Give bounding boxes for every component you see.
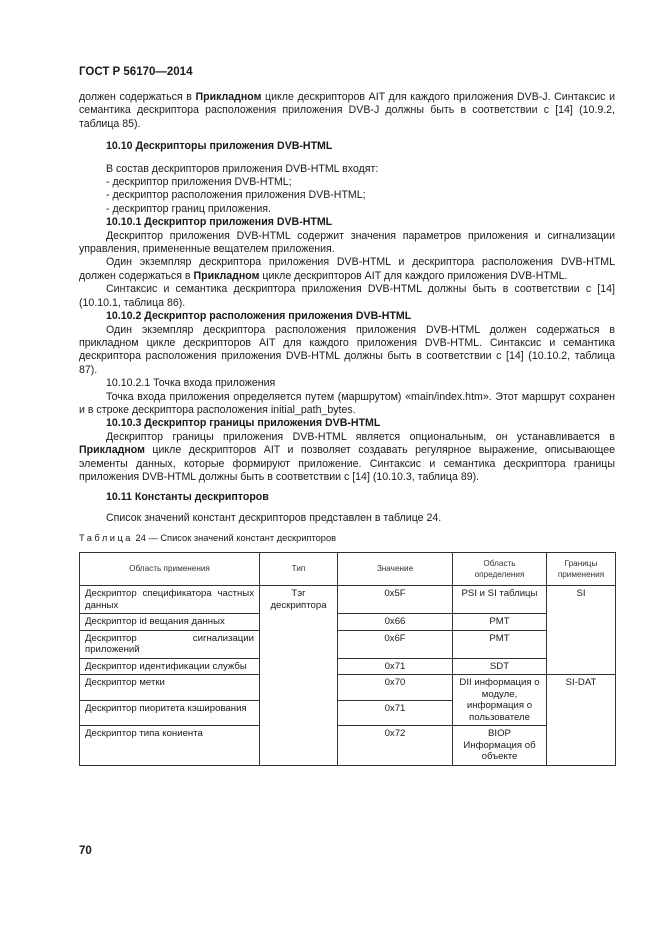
table-row [80,630,616,658]
table-caption: Таблица 24 — Список значений констант дескрипторов [79,533,337,543]
descriptor-constants-table [79,552,616,766]
table-cell: Дескриптор пиоритета кэширования [80,700,260,726]
paragraph: Список значений констант дескрипторов представлен в таблице 24. [106,511,442,524]
table-cell: SI [547,586,616,675]
table-cell: SDT [453,658,547,675]
list-item: - дескриптор приложения DVB-HTML; [106,176,292,189]
paragraph: Один экземпляр дескриптора расположения приложения DVB-HTML должен содержаться в прикладном цикле дескрипторов AIT для каждого приложения DVB-HTML. Синтаксис и семантика дескриптора расположения приложения DVB-HTML должны быть в соответствии с [14] (10.10.2, таблица 87). [79,323,615,376]
list-item: - дескриптор границ приложения. [106,202,271,215]
table-header-row [80,553,616,586]
table-cell: Дескриптор типа кониента [80,726,260,766]
table-cell: Дескриптор спецификатора частных данных [80,586,260,614]
section-heading: 10.11 Константы дескрипторов [106,491,269,504]
table-cell: Дескриптор сигнализации приложений [80,630,260,658]
page-number: 70 [79,845,92,857]
table-cell: 0x72 [338,726,453,766]
paragraph: Дескриптор границы приложения DVB-HTML является опциональным, он устанавливается в Прикладном цикле дескрипторов AIT и позволяет создавать регулярное выражение, описывающее элементы данных, которые формируют приложение. Синтаксис и семантика дескриптора границы приложения DVB-HTML должны быть в соответствии с [14] (10.10.3, таблица 89). [79,430,615,483]
table-row [80,614,616,631]
paragraph: Синтаксис и семантика дескриптора приложения DVB-HTML должны быть в соответствии с [14] (10.10.1, таблица 86). [79,283,615,309]
paragraph: Один экземпляр дескриптора приложения DVB-HTML и дескриптора расположения DVB-HTML должен содержаться в Прикладном цикле дескрипторов AIT для каждого приложения DVB-HTML. [79,256,615,282]
table-header: Значение [338,553,453,586]
list-item: - дескриптор расположения приложения DVB-HTML; [106,189,366,202]
table-cell: 0x70 [338,675,453,701]
table-row [80,586,616,614]
table-header: Тип [260,553,338,586]
table-header: Границы применения [547,553,616,586]
section-heading: 10.10.1 Дескриптор приложения DVB-HTML [106,216,333,229]
paragraph: Точка входа приложения определяется путем (маршрутом) «main/index.htm». Этот маршрут сохранен и в строке дескриптора расположения initial_path_bytes. [79,390,615,416]
document-header: ГОСТ Р 56170—2014 [79,66,193,78]
paragraph: Дескриптор приложения DVB-HTML содержит значения параметров приложения и сигнализации управления, примененные вещателем приложения. [79,229,615,256]
table-cell: PMT [453,614,547,631]
table-cell: 0x6F [338,630,453,658]
table-cell: Дескриптор идентификации службы [80,658,260,675]
table-cell: DII информация о модуле, информация о пользователе [453,675,547,726]
table-row [80,658,616,675]
section-heading: 10.10.3 Дескриптор границы приложения DVB-HTML [106,417,381,430]
table-cell: 0x71 [338,658,453,675]
table-row [80,726,616,766]
table-header: Область применения [80,553,260,586]
section-heading: 10.10.2 Дескриптор расположения приложения DVB-HTML [106,310,412,323]
table-cell: Тэг дескриптора [260,586,338,766]
table-header: Область определения [453,553,547,586]
table-cell: 0x66 [338,614,453,631]
table-cell: SI-DAT [547,675,616,766]
table-cell: 0x71 [338,700,453,726]
section-heading: 10.10 Дескрипторы приложения DVB-HTML [106,140,333,153]
table-row [80,675,616,701]
paragraph: 10.10.2.1 Точка входа приложения [106,377,276,390]
paragraph: В состав дескрипторов приложения DVB-HTML входят: [106,162,379,175]
document-body [79,91,615,525]
table-cell: PSI и SI таблицы [453,586,547,614]
table-cell: Дескриптор метки [80,675,260,701]
table-cell: 0x5F [338,586,453,614]
table-cell: BIOP Информация об объекте [453,726,547,766]
paragraph: должен содержаться в Прикладном цикле дескрипторов AIT для каждого приложения DVB-J. Синтаксис и семантика дескриптора расположения приложения DVB-J должны быть в соответствии с [14] (10.9.2, таблица 85). [79,91,615,130]
table-cell: PMT [453,630,547,658]
table-cell: Дескриптор id вещания данных [80,614,260,631]
